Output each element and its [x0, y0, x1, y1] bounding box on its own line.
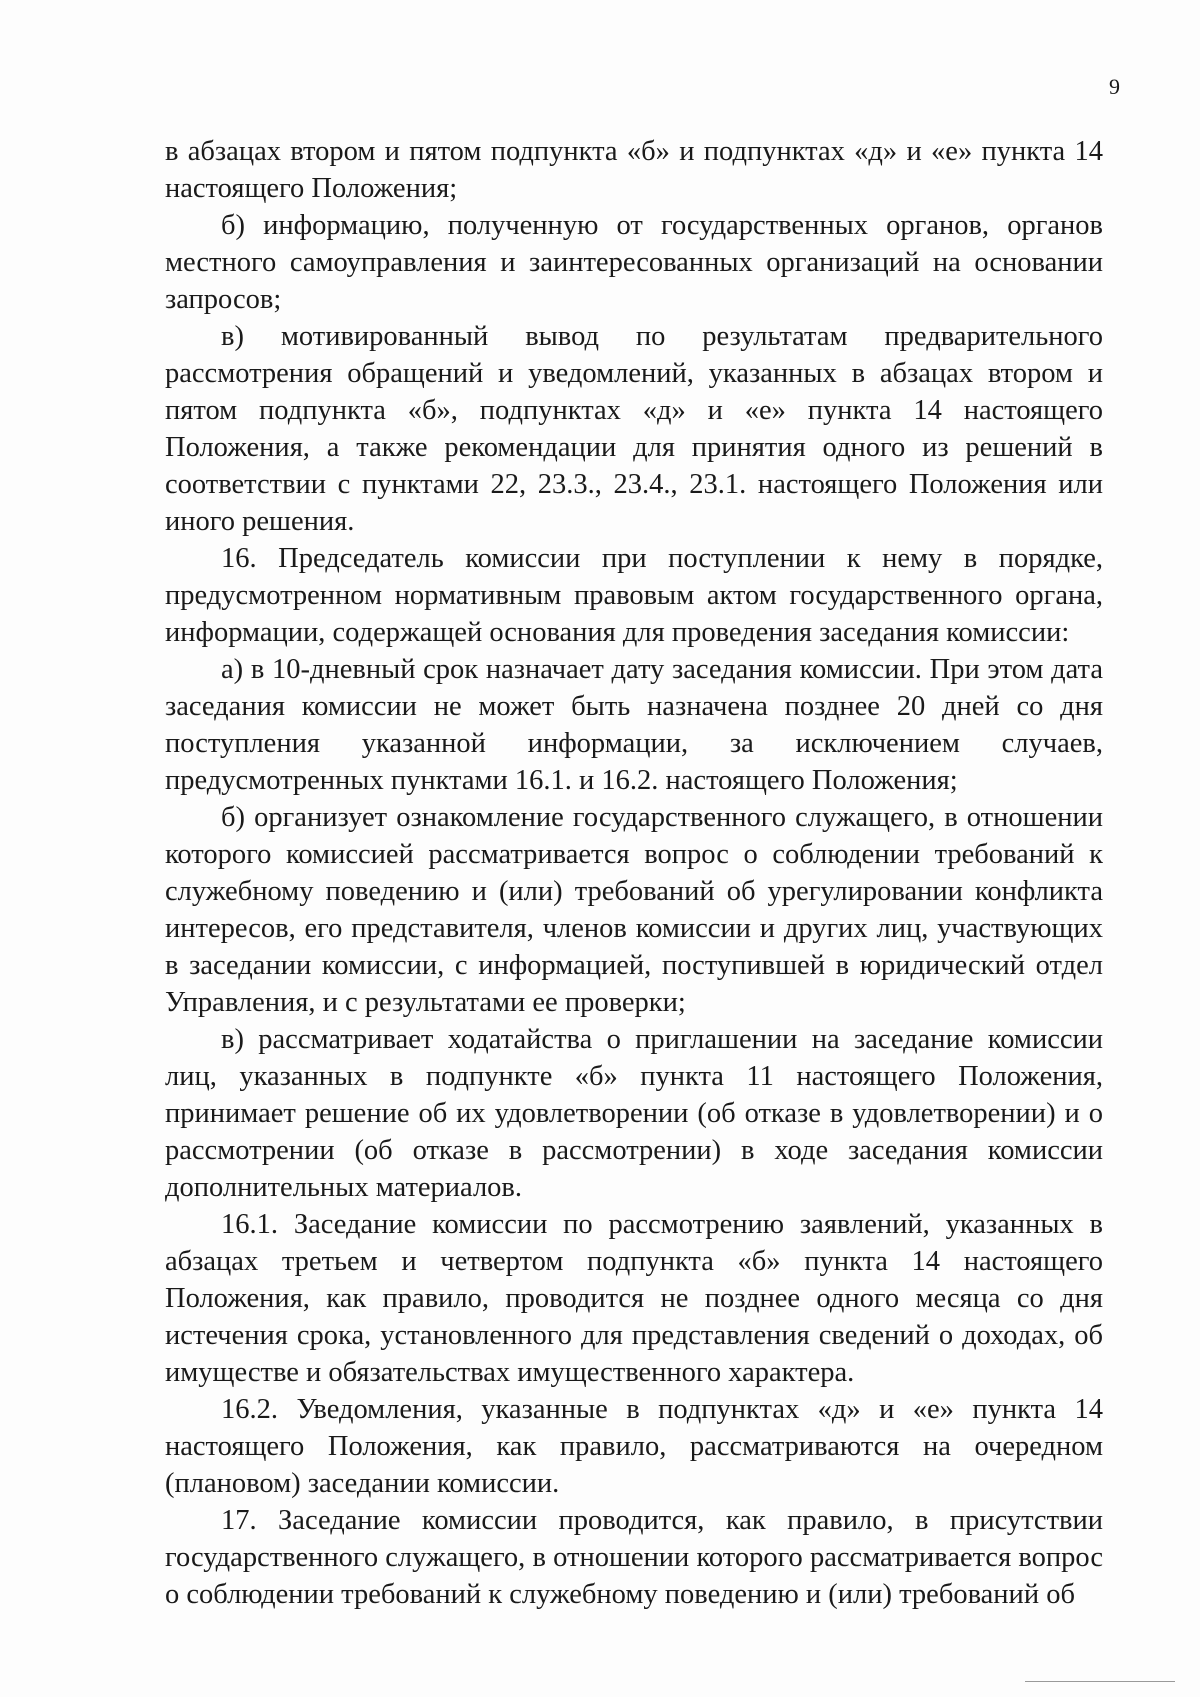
paragraph-continuation: в абзацах втором и пятом подпункта «б» и подпунктах «д» и «е» пункта 14 настоящего Положения;: [165, 136, 1103, 204]
paragraph-16-2: 16.2. Уведомления, указанные в подпунктах «д» и «е» пункта 14 настоящего Положения, как правило, рассматриваются на очередном (плановом) заседании комиссии.: [165, 1394, 1103, 1499]
paragraph-16-item-b: б) организует ознакомление государственного служащего, в отношении которого комиссией рассматривается вопрос о соблюдении требований к служебному поведению и (или) требований об урегулировании конфликта интересов, его представителя, членов комиссии и других лиц, участвующих в заседании комиссии, с информацией, поступившей в юридический отдел Управления, и с результатами ее проверки;: [165, 802, 1103, 1018]
paragraph-16-item-v: в) рассматривает ходатайства о приглашении на заседание комиссии лиц, указанных в подпункте «б» пункта 11 настоящего Положения, принимает решение об их удовлетворении (об отказе в удовлетворении) и о рассмотрении (об отказе в рассмотрении) в ходе заседания комиссии дополнительных материалов.: [165, 1024, 1103, 1203]
paragraph-16-item-a: а) в 10-дневный срок назначает дату заседания комиссии. При этом дата заседания комиссии не может быть назначена позднее 20 дней со дня поступления указанной информации, за исключением случаев, предусмотренных пунктами 16.1. и 16.2. настоящего Положения;: [165, 654, 1103, 796]
paragraph-17: 17. Заседание комиссии проводится, как правило, в присутствии государственного служащего, в отношении которого рассматривается вопрос о соблюдении требований к служебному поведению и (или) требований об: [165, 1505, 1103, 1610]
footer-rule: [1025, 1681, 1175, 1682]
paragraph-item-v: в) мотивированный вывод по результатам предварительного рассмотрения обращений и уведомлений, указанных в абзацах втором и пятом подпункта «б», подпунктах «д» и «е» пункта 14 настоящего Положения, а также рекомендации для принятия одного из решений в соответствии с пунктами 22, 23.3., 23.4., 23.1. настоящего Положения или иного решения.: [165, 321, 1103, 537]
page-number: 9: [1109, 74, 1120, 99]
paragraph-16: 16. Председатель комиссии при поступлении к нему в порядке, предусмотренном нормативным правовым актом государственного органа, информации, содержащей основания для проведения заседания комиссии:: [165, 543, 1103, 648]
paragraph-16-1: 16.1. Заседание комиссии по рассмотрению заявлений, указанных в абзацах третьем и четвертом подпункта «б» пункта 14 настоящего Положения, как правило, проводится не позднее одного месяца со дня истечения срока, установленного для представления сведений о доходах, об имуществе и обязательствах имущественного характера.: [165, 1209, 1103, 1388]
document-body: [165, 133, 1103, 1613]
paragraph-item-b: б) информацию, полученную от государственных органов, органов местного самоуправления и заинтересованных организаций на основании запросов;: [165, 210, 1103, 315]
